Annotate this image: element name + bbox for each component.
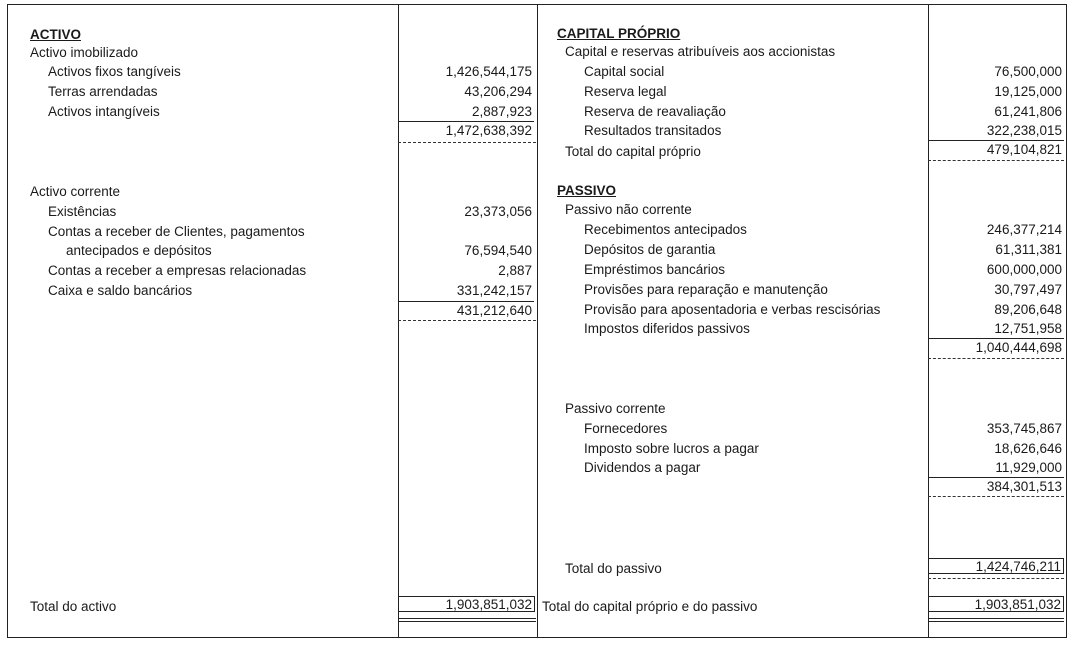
line-item-label: Reserva de reavaliação: [584, 104, 726, 119]
heading-capital-proprio: CAPITAL PRÓPRIO: [557, 26, 681, 41]
heading-activo: ACTIVO: [30, 27, 82, 42]
line-item-value: 600,000,000: [986, 262, 1062, 277]
line-item-value: 12,751,958: [994, 321, 1062, 336]
group-label-passivo-nao-corrente: Passivo não corrente: [565, 202, 692, 217]
line-item-label: Caixa e saldo bancários: [48, 283, 193, 298]
subtotal-passivo-nao-corrente: 1,040,444,698: [928, 338, 1064, 356]
line-item-label: Capital social: [584, 64, 665, 79]
double-rule: [928, 618, 1064, 622]
line-item-label: Contas a receber a empresas relacionadas: [48, 263, 307, 278]
heading-passivo: PASSIVO: [557, 183, 617, 198]
line-item-value: 331,242,157: [456, 283, 532, 298]
total-capital-proprio-value: 479,104,821: [928, 140, 1064, 158]
line-item-value: 19,125,000: [994, 84, 1062, 99]
line-item-value: 1,426,544,175: [445, 64, 532, 79]
dashed-rule: [398, 320, 536, 321]
total-passivo-value: 1,424,746,211: [928, 558, 1064, 574]
line-item-label: Existências: [48, 204, 117, 219]
line-item-value: 76,594,540: [464, 243, 532, 258]
line-item-label: Terras arrendadas: [48, 84, 158, 99]
dashed-rule: [398, 142, 536, 143]
subtotal-passivo-corrente: 384,301,513: [928, 477, 1064, 495]
grand-total-value: 1,903,851,032: [928, 596, 1064, 612]
line-item-value: 2,887: [498, 263, 532, 278]
line-item-label: Provisões para reparação e manutenção: [584, 282, 828, 297]
line-item-label: Impostos diferidos passivos: [584, 321, 750, 336]
column-divider: [398, 4, 399, 638]
line-item-label: Contas a receber de Clientes, pagamentos: [48, 224, 305, 239]
group-label-capital-reservas: Capital e reservas atribuíveis aos accionistas: [565, 44, 836, 59]
line-item-value: 23,373,056: [464, 204, 532, 219]
line-item-value: 76,500,000: [994, 64, 1062, 79]
line-item-label: Provisão para aposentadoria e verbas rescisórias: [584, 302, 881, 317]
line-item-label: Recebimentos antecipados: [584, 222, 747, 237]
line-item-value: 43,206,294: [464, 84, 532, 99]
line-item-label: Resultados transitados: [584, 123, 722, 138]
total-passivo-label: Total do passivo: [565, 561, 662, 576]
line-item-value: 61,241,806: [994, 104, 1062, 119]
line-item-label: Activos intangíveis: [48, 104, 160, 119]
group-label-passivo-corrente: Passivo corrente: [565, 401, 666, 416]
line-item-value: 2,887,923: [471, 104, 532, 119]
subtotal-activo-corrente: 431,212,640: [398, 301, 534, 319]
double-rule: [398, 618, 536, 622]
line-item-label: Reserva legal: [584, 84, 667, 99]
line-item-label: Activos fixos tangíveis: [48, 64, 181, 79]
line-item-value: 246,377,214: [986, 222, 1062, 237]
total-activo-value: 1,903,851,032: [398, 596, 535, 612]
line-item-value: 18,626,646: [994, 441, 1062, 456]
line-item-value: 89,206,648: [994, 302, 1062, 317]
line-item-value: 61,311,381: [995, 242, 1062, 257]
grand-total-label: Total do capital próprio e do passivo: [542, 599, 758, 614]
line-item-label: Dividendos a pagar: [584, 460, 701, 475]
dashed-rule: [928, 358, 1064, 359]
total-capital-proprio-label: Total do capital próprio: [565, 144, 701, 159]
dashed-rule: [928, 496, 1064, 497]
line-item-label: Depósitos de garantia: [584, 242, 716, 257]
line-item-value: 353,745,867: [986, 421, 1062, 436]
line-item-label: Empréstimos bancários: [584, 262, 726, 277]
line-item-value: 30,797,497: [994, 282, 1062, 297]
subtotal-activo-imobilizado: 1,472,638,392: [398, 121, 534, 139]
dashed-rule: [928, 578, 1064, 579]
dashed-rule: [928, 160, 1064, 161]
total-activo-label: Total do activo: [30, 599, 117, 614]
column-divider: [537, 4, 538, 638]
column-divider: [928, 4, 929, 638]
line-item-label: Imposto sobre lucros a pagar: [584, 441, 759, 456]
line-item-value: 11,929,000: [995, 460, 1062, 475]
line-item-label: antecipados e depósitos: [66, 243, 212, 258]
group-label-activo-corrente: Activo corrente: [30, 184, 121, 199]
line-item-value: 322,238,015: [986, 123, 1062, 138]
line-item-label: Fornecedores: [584, 421, 668, 436]
group-label-activo-imobilizado: Activo imobilizado: [30, 45, 139, 60]
